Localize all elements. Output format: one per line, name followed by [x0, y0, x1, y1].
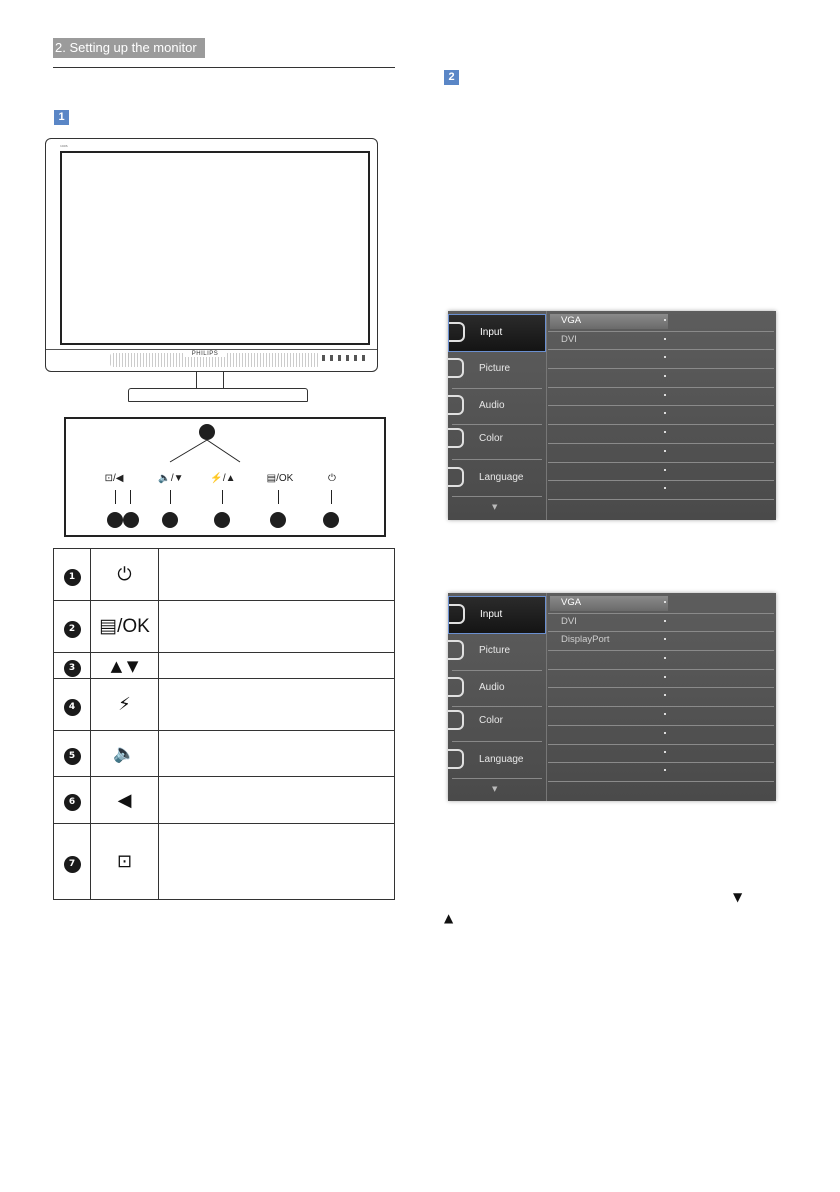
row-number-badge: 4	[64, 699, 81, 716]
osd-option-displayport[interactable]	[548, 632, 774, 651]
osd-option-empty	[548, 463, 774, 482]
osd-option-empty	[548, 406, 774, 425]
osd-item-input[interactable]	[448, 314, 546, 352]
panel-power-icon: ⏻	[328, 473, 336, 484]
osd-item-label: Color	[479, 715, 503, 726]
osd-option-vga[interactable]	[548, 313, 774, 332]
osd-item-label: Audio	[479, 400, 505, 411]
header-divider	[53, 67, 395, 68]
input-icon: ⊡	[116, 851, 133, 872]
osd-option-empty	[548, 745, 774, 764]
back-arrow-icon: ◀	[117, 789, 132, 811]
row-description	[159, 653, 395, 679]
table-row	[54, 653, 395, 679]
callout-dot-1	[323, 512, 339, 528]
callout-tick	[130, 490, 131, 504]
monitor-stand-base	[128, 388, 308, 402]
osd-option-empty	[548, 651, 774, 670]
step-1-badge: 1	[54, 110, 69, 125]
osd-item-label: Language	[479, 754, 524, 765]
down-arrow-icon: ▼	[733, 890, 743, 904]
callout-dot-2	[270, 512, 286, 528]
panel-smart-up-icon: ⚡/▲	[210, 473, 236, 484]
osd-option-label: DVI	[561, 333, 577, 345]
menu-ok-icon: ▤/OK	[99, 616, 150, 637]
panel-input-left-icon: ⊡/◀	[104, 473, 124, 484]
osd-item-label: Input	[480, 609, 503, 620]
monitor-stand-neck	[196, 372, 224, 388]
up-down-arrows-icon: ▲ ▼	[110, 657, 139, 675]
row-description	[159, 679, 395, 731]
speaker-icon: 🔈	[113, 743, 136, 764]
audio-icon	[448, 395, 464, 415]
callout-dot-6	[123, 512, 139, 528]
table-row	[54, 601, 395, 653]
row-number-badge: 3	[64, 660, 81, 677]
scroll-down-icon[interactable]: ▼	[492, 785, 498, 793]
table-row	[54, 731, 395, 777]
osd-menu-1	[448, 311, 776, 520]
monitor-model-label: 190S	[60, 144, 68, 148]
row-description	[159, 824, 395, 900]
input-icon	[449, 322, 465, 342]
osd-option-empty	[548, 726, 774, 745]
picture-icon	[448, 640, 464, 660]
osd-option-empty	[548, 670, 774, 689]
osd-option-label: VGA	[561, 315, 582, 326]
row-description	[159, 777, 395, 824]
color-icon	[448, 710, 464, 730]
osd-option-empty	[548, 763, 774, 782]
osd-separator	[452, 496, 542, 497]
language-icon	[448, 749, 464, 769]
osd-item-input[interactable]	[448, 596, 546, 634]
callout-dot-7	[107, 512, 123, 528]
osd-option-empty	[548, 444, 774, 463]
step-2-badge: 2	[444, 70, 459, 85]
table-row	[54, 777, 395, 824]
osd-item-color[interactable]	[448, 421, 546, 459]
audio-icon	[448, 677, 464, 697]
callout-dot-5	[162, 512, 178, 528]
osd-menu-2	[448, 593, 776, 801]
row-description	[159, 549, 395, 601]
osd-option-vga[interactable]	[548, 595, 774, 614]
monitor-bezel	[46, 349, 377, 350]
osd-option-empty	[548, 350, 774, 369]
color-icon	[448, 428, 464, 448]
callout-tick	[115, 490, 116, 504]
osd-item-label: Language	[479, 472, 524, 483]
monitor-screen	[60, 151, 370, 345]
osd-item-color[interactable]	[448, 703, 546, 741]
row-number-badge: 1	[64, 569, 81, 586]
osd-item-language[interactable]	[448, 742, 546, 780]
osd-menu-1-categories	[448, 311, 547, 520]
osd-separator	[452, 778, 542, 779]
callout-tick	[278, 490, 279, 504]
monitor-brand-logo: PHILIPS	[185, 351, 225, 357]
osd-item-label: Picture	[479, 645, 511, 656]
callout-dot-4	[214, 512, 230, 528]
callout-tick	[331, 490, 332, 504]
osd-menu-2-categories	[448, 593, 547, 801]
osd-menu-2-options	[548, 595, 774, 782]
input-icon	[449, 604, 465, 624]
osd-option-empty	[548, 369, 774, 388]
osd-item-label: Color	[479, 433, 503, 444]
osd-item-label: Picture	[479, 363, 511, 374]
osd-option-label: DisplayPort	[561, 634, 610, 646]
osd-option-empty	[548, 481, 774, 500]
panel-menu-ok-icon: ▤/OK	[266, 473, 294, 484]
scroll-down-icon[interactable]: ▼	[492, 503, 498, 511]
row-number-badge: 6	[64, 794, 81, 811]
smartimage-icon: ⚡	[118, 694, 131, 715]
row-number-badge: 2	[64, 621, 81, 638]
osd-option-empty	[548, 707, 774, 726]
osd-item-label: Input	[480, 327, 503, 338]
osd-item-language[interactable]	[448, 460, 546, 498]
osd-option-empty	[548, 388, 774, 407]
osd-option-label: DVI	[561, 615, 577, 627]
osd-item-picture[interactable]	[448, 351, 546, 389]
language-icon	[448, 467, 464, 487]
callout-lines	[160, 438, 250, 464]
row-number-badge: 5	[64, 748, 81, 765]
osd-option-label: VGA	[561, 597, 582, 608]
osd-menu-1-options	[548, 313, 774, 500]
osd-item-picture[interactable]	[448, 633, 546, 671]
callout-tick	[222, 490, 223, 504]
row-number-badge: 7	[64, 856, 81, 873]
power-icon: ⏻	[117, 564, 132, 585]
osd-option-dvi[interactable]	[548, 614, 774, 633]
up-arrow-icon: ▲	[444, 911, 454, 925]
osd-option-empty	[548, 425, 774, 444]
row-description	[159, 601, 395, 653]
monitor-front-keys	[322, 355, 370, 361]
table-row	[54, 679, 395, 731]
callout-tick	[170, 490, 171, 504]
controls-table	[53, 548, 395, 900]
osd-item-label: Audio	[479, 682, 505, 693]
section-title: 2. Setting up the monitor	[53, 38, 205, 58]
osd-option-dvi[interactable]	[548, 332, 774, 351]
table-row	[54, 824, 395, 900]
osd-option-empty	[548, 688, 774, 707]
panel-volume-down-icon: 🔈/▼	[158, 473, 184, 484]
row-description	[159, 731, 395, 777]
table-row	[54, 549, 395, 601]
picture-icon	[448, 358, 464, 378]
